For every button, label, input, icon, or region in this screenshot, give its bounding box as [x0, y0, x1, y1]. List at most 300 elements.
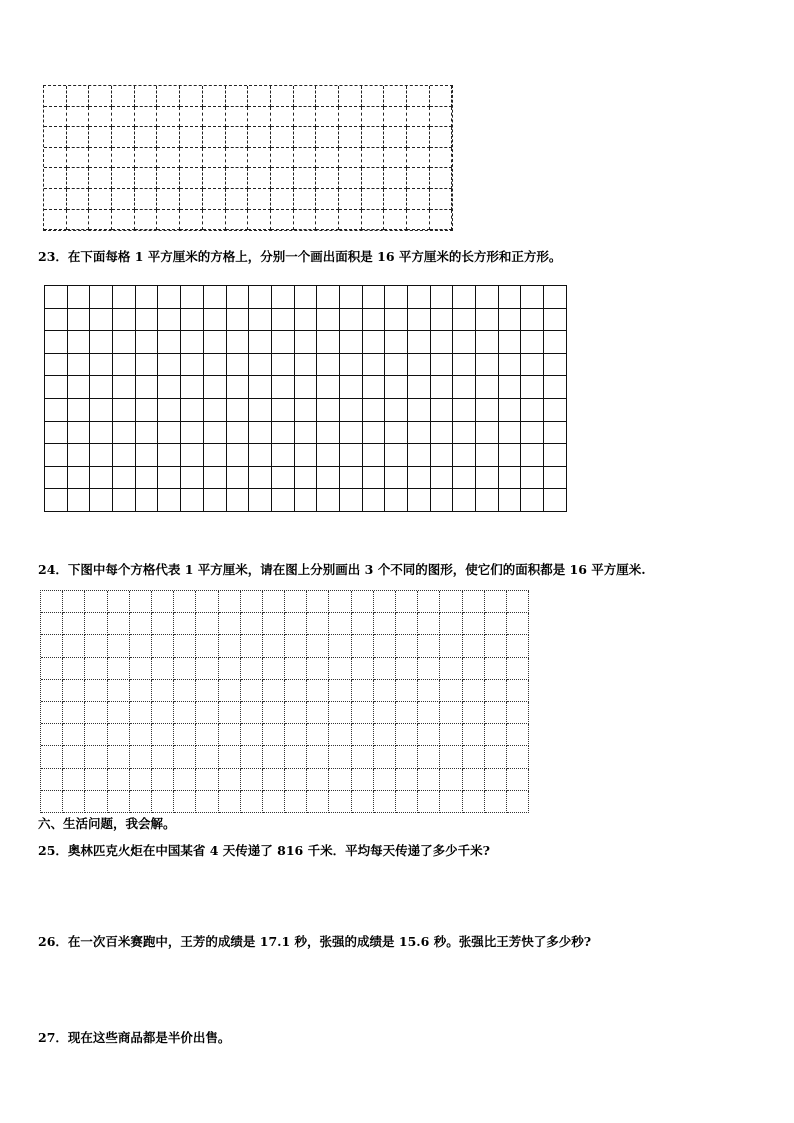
grid-cell [544, 444, 567, 467]
grid-cell [316, 189, 339, 210]
grid-cell [63, 724, 85, 746]
grid-cell [485, 680, 507, 702]
grid-cell [407, 127, 430, 148]
grid-cell [374, 791, 396, 813]
grid-cell [180, 210, 203, 231]
grid-cell [431, 444, 454, 467]
grid-cell [158, 467, 181, 490]
grid-cell [385, 467, 408, 490]
grid-cell [521, 422, 544, 445]
grid-cell [285, 746, 307, 768]
grid-cell [295, 331, 318, 354]
grid-cell [476, 489, 499, 512]
grid-cell [294, 168, 317, 189]
grid-cell [136, 422, 159, 445]
grid-cell [227, 354, 250, 377]
grid-cell [180, 127, 203, 148]
grid-cell [352, 769, 374, 791]
grid-cell [68, 354, 91, 377]
grid-cell [374, 724, 396, 746]
grid-cell [112, 86, 135, 107]
grid-cell [485, 791, 507, 813]
grid-cell [108, 791, 130, 813]
grid-cell [203, 86, 226, 107]
grid-cell [152, 613, 174, 635]
grid-cell [374, 613, 396, 635]
grid-cell [152, 769, 174, 791]
grid-cell [544, 467, 567, 490]
grid-cell [453, 354, 476, 377]
grid-cell [90, 489, 113, 512]
grid-cell [408, 286, 431, 309]
grid-cell [295, 376, 318, 399]
grid-cell [271, 168, 294, 189]
grid-cell [130, 724, 152, 746]
grid-cell [174, 724, 196, 746]
grid-cell [418, 680, 440, 702]
grid-cell [544, 489, 567, 512]
grid-cell [63, 635, 85, 657]
grid-cell [295, 309, 318, 332]
grid-cell [135, 189, 158, 210]
grid-cell [157, 168, 180, 189]
grid-cell [507, 702, 529, 724]
grid-cell [41, 746, 63, 768]
grid-cell [227, 444, 250, 467]
grid-cell [285, 635, 307, 657]
grid-cell [68, 489, 91, 512]
grid-cell [440, 769, 462, 791]
grid-cell [363, 422, 386, 445]
grid-cell [499, 444, 522, 467]
grid-cell [362, 168, 385, 189]
grid-cell [174, 702, 196, 724]
grid-cell [418, 724, 440, 746]
grid-cell [174, 791, 196, 813]
grid-cell [68, 399, 91, 422]
grid-cell [44, 127, 67, 148]
grid-cell [440, 702, 462, 724]
grid-cell [329, 791, 351, 813]
grid-cell [89, 107, 112, 128]
grid-cell [45, 489, 68, 512]
grid-cell [44, 189, 67, 210]
grid-cell [307, 791, 329, 813]
grid-cell [407, 148, 430, 169]
grid-cell [89, 189, 112, 210]
grid-cell [227, 467, 250, 490]
grid-cell [241, 791, 263, 813]
grid-cell [196, 791, 218, 813]
grid-cell [63, 769, 85, 791]
grid-cell [136, 309, 159, 332]
grid-cell [135, 210, 158, 231]
grid-cell [219, 591, 241, 613]
grid-cell [374, 680, 396, 702]
grid-cell [352, 680, 374, 702]
grid-cell [152, 680, 174, 702]
grid-cell [45, 309, 68, 332]
grid-cell [396, 658, 418, 680]
grid-cell [317, 376, 340, 399]
grid-cell [113, 399, 136, 422]
grid-cell [249, 422, 272, 445]
grid-cell [431, 489, 454, 512]
grid-cell [227, 331, 250, 354]
grid-cell [219, 746, 241, 768]
grid-cell [196, 658, 218, 680]
grid-cell [112, 148, 135, 169]
grid-cell [385, 444, 408, 467]
grid-cell [113, 489, 136, 512]
grid-cell [181, 286, 204, 309]
grid-cell [544, 399, 567, 422]
grid-cell [294, 210, 317, 231]
grid-cell [499, 467, 522, 490]
grid-cell [63, 591, 85, 613]
grid-cell [272, 489, 295, 512]
grid-cell [67, 86, 90, 107]
grid-cell [249, 286, 272, 309]
grid-cell [196, 724, 218, 746]
grid-cell [249, 489, 272, 512]
grid-cell [407, 86, 430, 107]
grid-cell [285, 591, 307, 613]
grid-cell [157, 189, 180, 210]
grid-cell [507, 724, 529, 746]
grid-cell [295, 489, 318, 512]
grid-cell [41, 591, 63, 613]
grid-cell [196, 746, 218, 768]
grid-cell [249, 467, 272, 490]
grid-cell [248, 86, 271, 107]
grid-cell [463, 658, 485, 680]
grid-cell [316, 148, 339, 169]
grid-cell [384, 210, 407, 231]
grid-cell [241, 635, 263, 657]
grid-cell [85, 658, 107, 680]
grid-cell [263, 791, 285, 813]
grid-cell [285, 658, 307, 680]
grid-cell [108, 746, 130, 768]
grid-cell [453, 422, 476, 445]
grid-cell [499, 286, 522, 309]
grid-cell [112, 127, 135, 148]
grid-cell [385, 376, 408, 399]
grid-cell [476, 354, 499, 377]
grid-cell [174, 635, 196, 657]
grid-cell [63, 702, 85, 724]
grid-cell [241, 746, 263, 768]
grid-cell [463, 724, 485, 746]
grid-cell [329, 658, 351, 680]
grid-cell [90, 309, 113, 332]
grid-cell [41, 635, 63, 657]
grid-cell [272, 444, 295, 467]
top-dashed-grid [43, 85, 453, 231]
grid-cell [507, 591, 529, 613]
grid-cell [463, 591, 485, 613]
grid-cell [181, 489, 204, 512]
grid-cell [408, 422, 431, 445]
grid-cell [329, 746, 351, 768]
grid-cell [408, 467, 431, 490]
grid-cell [295, 467, 318, 490]
grid-cell [317, 399, 340, 422]
grid-cell [263, 769, 285, 791]
grid-cell [339, 86, 362, 107]
grid-cell [41, 680, 63, 702]
grid-cell [219, 658, 241, 680]
grid-cell [158, 286, 181, 309]
grid-cell [45, 422, 68, 445]
grid-cell [226, 189, 249, 210]
grid-cell [362, 127, 385, 148]
grid-cell [374, 702, 396, 724]
grid-cell [384, 189, 407, 210]
grid-cell [45, 331, 68, 354]
grid-cell [219, 680, 241, 702]
grid-cell [272, 399, 295, 422]
grid-cell [219, 791, 241, 813]
grid-cell [85, 791, 107, 813]
grid-cell [241, 658, 263, 680]
grid-cell [294, 127, 317, 148]
grid-cell [362, 210, 385, 231]
grid-cell [226, 168, 249, 189]
grid-cell [271, 86, 294, 107]
grid-cell [430, 168, 453, 189]
grid-cell [340, 331, 363, 354]
grid-cell [430, 127, 453, 148]
grid-cell [113, 467, 136, 490]
grid-cell [158, 422, 181, 445]
grid-cell [108, 591, 130, 613]
grid-cell [363, 286, 386, 309]
grid-cell [294, 189, 317, 210]
grid-cell [396, 746, 418, 768]
grid-cell [90, 286, 113, 309]
grid-cell [85, 769, 107, 791]
grid-cell [272, 286, 295, 309]
grid-cell [108, 724, 130, 746]
grid-cell [158, 399, 181, 422]
grid-cell [67, 107, 90, 128]
grid-cell [340, 354, 363, 377]
grid-cell [440, 680, 462, 702]
grid-cell [130, 791, 152, 813]
grid-cell [329, 724, 351, 746]
grid-cell [476, 444, 499, 467]
grid-cell [340, 309, 363, 332]
grid-cell [384, 168, 407, 189]
grid-cell [152, 635, 174, 657]
grid-cell [272, 354, 295, 377]
grid-cell [227, 376, 250, 399]
grid-cell [507, 658, 529, 680]
grid-cell [67, 210, 90, 231]
grid-cell [317, 286, 340, 309]
grid-cell [90, 399, 113, 422]
grid-cell [157, 148, 180, 169]
grid-cell [219, 635, 241, 657]
grid-cell [431, 422, 454, 445]
grid-cell [90, 331, 113, 354]
grid-cell [408, 376, 431, 399]
grid-cell [63, 613, 85, 635]
grid-cell [521, 467, 544, 490]
grid-cell [227, 286, 250, 309]
grid-cell [248, 168, 271, 189]
grid-cell [68, 467, 91, 490]
grid-cell [374, 769, 396, 791]
grid-cell [44, 210, 67, 231]
grid-cell [440, 635, 462, 657]
grid-cell [317, 354, 340, 377]
grid-cell [41, 791, 63, 813]
grid-cell [113, 376, 136, 399]
grid-cell [294, 107, 317, 128]
grid-cell [521, 444, 544, 467]
grid-cell [352, 591, 374, 613]
grid-cell [68, 309, 91, 332]
grid-cell [317, 422, 340, 445]
grid-cell [44, 168, 67, 189]
grid-cell [544, 376, 567, 399]
grid-cell [329, 591, 351, 613]
grid-cell [384, 86, 407, 107]
grid-cell [485, 724, 507, 746]
grid-cell [285, 791, 307, 813]
grid-cell [241, 680, 263, 702]
grid-cell [113, 422, 136, 445]
grid-cell [507, 680, 529, 702]
grid-cell [44, 86, 67, 107]
grid-cell [180, 148, 203, 169]
grid-cell [418, 791, 440, 813]
grid-cell [485, 702, 507, 724]
grid-cell [157, 86, 180, 107]
grid-cell [453, 467, 476, 490]
grid-cell [316, 168, 339, 189]
grid-cell [181, 467, 204, 490]
grid-cell [203, 148, 226, 169]
q23-grid [44, 285, 567, 512]
grid-cell [241, 769, 263, 791]
grid-cell [85, 724, 107, 746]
grid-cell [384, 148, 407, 169]
grid-cell [317, 467, 340, 490]
grid-cell [89, 210, 112, 231]
grid-cell [499, 489, 522, 512]
grid-cell [362, 107, 385, 128]
grid-cell [294, 148, 317, 169]
grid-cell [396, 769, 418, 791]
grid-cell [196, 680, 218, 702]
grid-cell [418, 658, 440, 680]
grid-cell [68, 331, 91, 354]
grid-cell [152, 791, 174, 813]
grid-cell [90, 376, 113, 399]
grid-cell [285, 724, 307, 746]
grid-cell [241, 591, 263, 613]
grid-cell [521, 309, 544, 332]
grid-cell [453, 286, 476, 309]
grid-cell [241, 613, 263, 635]
grid-cell [408, 489, 431, 512]
grid-cell [340, 444, 363, 467]
grid-cell [285, 613, 307, 635]
grid-cell [130, 680, 152, 702]
grid-cell [263, 746, 285, 768]
grid-cell [130, 591, 152, 613]
grid-cell [158, 354, 181, 377]
grid-cell [203, 127, 226, 148]
grid-cell [108, 658, 130, 680]
grid-cell [180, 107, 203, 128]
grid-cell [544, 286, 567, 309]
grid-cell [363, 376, 386, 399]
grid-cell [249, 309, 272, 332]
grid-cell [204, 376, 227, 399]
grid-cell [339, 148, 362, 169]
grid-cell [108, 769, 130, 791]
grid-cell [430, 148, 453, 169]
grid-cell [408, 309, 431, 332]
grid-cell [352, 613, 374, 635]
grid-cell [363, 444, 386, 467]
grid-cell [130, 702, 152, 724]
grid-cell [544, 354, 567, 377]
question-27: 27．现在这些商品都是半价出售。 [38, 1030, 231, 1045]
grid-cell [408, 444, 431, 467]
grid-cell [263, 591, 285, 613]
grid-cell [68, 422, 91, 445]
grid-cell [431, 376, 454, 399]
grid-cell [152, 746, 174, 768]
grid-cell [316, 127, 339, 148]
grid-cell [152, 724, 174, 746]
grid-cell [136, 286, 159, 309]
grid-cell [485, 746, 507, 768]
grid-cell [430, 107, 453, 128]
grid-cell [363, 309, 386, 332]
grid-cell [307, 591, 329, 613]
grid-cell [272, 309, 295, 332]
grid-cell [294, 86, 317, 107]
grid-cell [430, 86, 453, 107]
grid-cell [227, 422, 250, 445]
grid-cell [89, 148, 112, 169]
grid-cell [204, 467, 227, 490]
grid-cell [248, 148, 271, 169]
grid-cell [385, 422, 408, 445]
grid-cell [272, 376, 295, 399]
grid-cell [408, 354, 431, 377]
grid-cell [463, 791, 485, 813]
grid-cell [136, 399, 159, 422]
grid-cell [196, 635, 218, 657]
grid-cell [407, 189, 430, 210]
grid-cell [249, 376, 272, 399]
grid-cell [476, 286, 499, 309]
grid-cell [180, 86, 203, 107]
grid-cell [68, 286, 91, 309]
grid-cell [396, 591, 418, 613]
grid-cell [113, 309, 136, 332]
grid-cell [453, 399, 476, 422]
grid-cell [544, 422, 567, 445]
